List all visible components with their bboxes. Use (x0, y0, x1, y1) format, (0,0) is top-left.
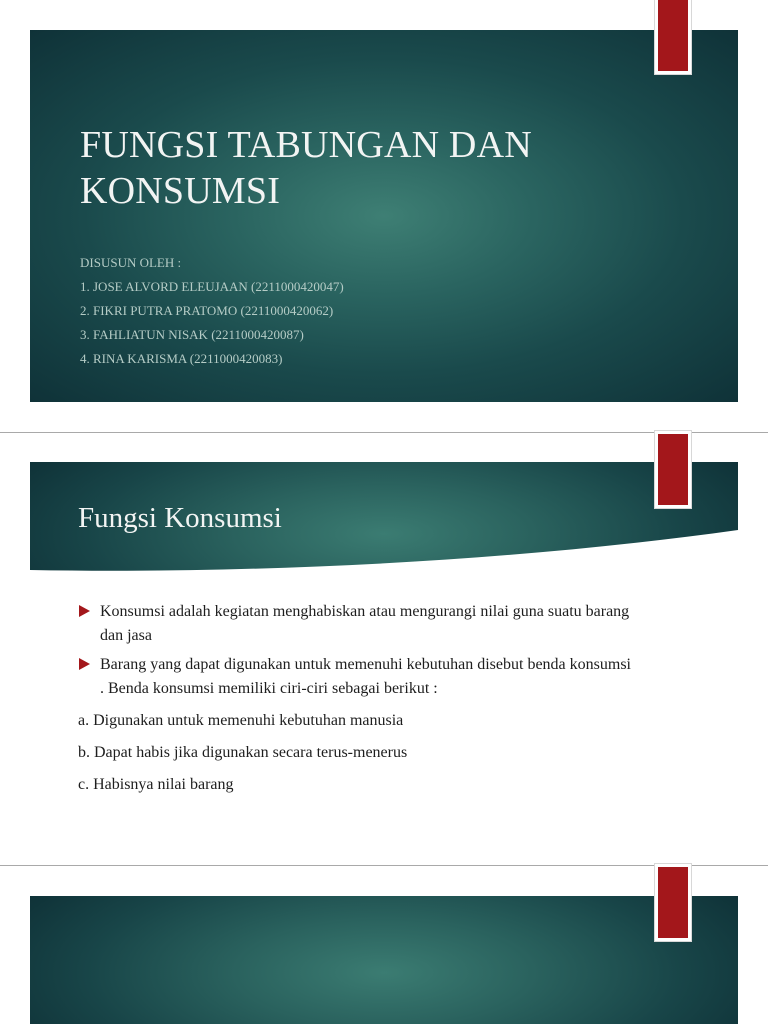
red-tab-decoration (655, 0, 691, 74)
bullet-item: Konsumsi adalah kegiatan menghabiskan atau mengurangi nilai guna suatu barang dan jasa (78, 600, 638, 648)
red-arrow-bullet-icon (79, 605, 90, 617)
header-curve-decoration (30, 462, 738, 583)
subtitle-line: 2. FIKRI PUTRA PRATOMO (2211000420062) (80, 303, 334, 318)
red-tab-decoration (655, 431, 691, 508)
list-item: c. Habisnya nilai barang (78, 776, 234, 793)
slide-1-subtitle (80, 251, 680, 371)
red-arrow-bullet-icon (79, 658, 90, 670)
list-item: b. Dapat habis jika digunakan secara terus-menerus (78, 744, 408, 761)
slide-1-title-slide (30, 30, 738, 402)
subtitle-line: 3. FAHLIATUN NISAK (2211000420087) (80, 327, 304, 342)
slide-1-title: FUNGSI TABUNGAN DAN KONSUMSI (80, 124, 532, 212)
page-divider (0, 432, 768, 433)
page-divider (0, 865, 768, 866)
list-item: a. Digunakan untuk memenuhi kebutuhan manusia (78, 712, 404, 729)
red-tab-decoration (655, 864, 691, 941)
slide-2-title: Fungsi Konsumsi (78, 502, 282, 534)
subtitle-line: 1. JOSE ALVORD ELEUJAAN (2211000420047) (80, 279, 344, 294)
slide-3-header (30, 896, 738, 1024)
bullet-item: Barang yang dapat digunakan untuk memenuhi kebutuhan disebut benda konsumsi . Benda konsumsi memiliki ciri-ciri sebagai berikut : (78, 653, 638, 701)
subtitle-line: 4. RINA KARISMA (2211000420083) (80, 351, 283, 366)
slide-2-body (78, 600, 638, 805)
subtitle-line: DISUSUN OLEH : (80, 255, 182, 270)
